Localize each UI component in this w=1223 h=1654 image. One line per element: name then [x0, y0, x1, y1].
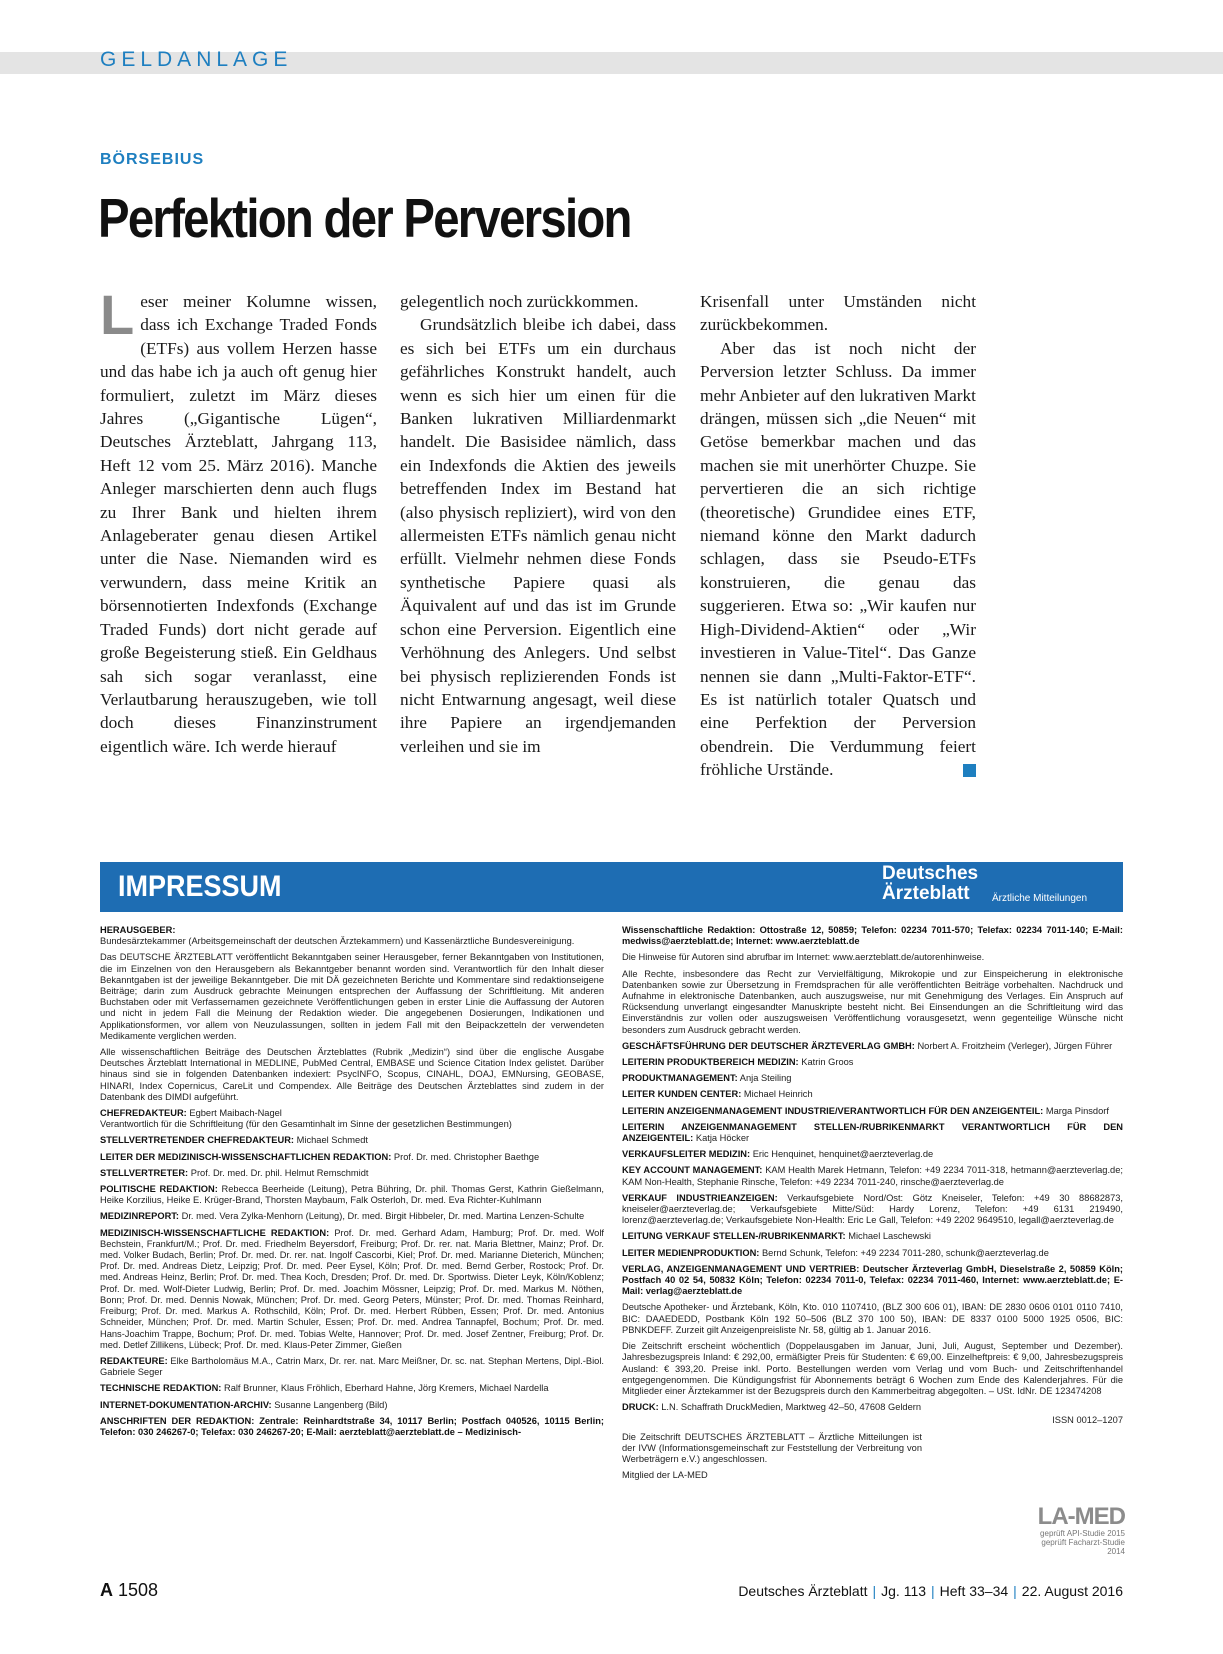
footer-separator: |: [931, 1583, 935, 1599]
footer-journal: Deutsches Ärzteblatt: [738, 1583, 868, 1599]
entry-note: Verantwortlich für die Schriftleitung (für den Gesamtinhalt im Sinne der gesetzlichen Bestimmungen): [100, 1119, 512, 1130]
imprint-entry: [100, 1211, 604, 1222]
entry-label: MEDIZINISCH-WISSENSCHAFTLICHE REDAKTION:: [100, 1227, 330, 1238]
footer-separator: |: [1013, 1583, 1017, 1599]
entry-value: L.N. Schaffrath DruckMedien, Marktweg 42–50, 47608 Geldern: [661, 1402, 922, 1413]
imprint-paragraph: Deutsche Apotheker- und Ärztebank, Köln, Kto. 010 1107410, (BLZ 300 606 01), IBAN: DE 2830 0606 0101 0110 7410, BIC: DAAEDEDD, Postbank Köln 192 50–506 (BLZ 370 100 50), IBAN: DE 8337 0100 5000 1925 0506, BIC: PBNKDEFF. Zurzeit gilt Anzeigenpreisliste Nr. 58, gültig ab 1. Januar 2016.: [622, 1302, 1123, 1335]
imprint-entry: [622, 1057, 1123, 1068]
imprint-entry: [622, 1193, 1123, 1227]
section-label: GELDANLAGE: [100, 48, 293, 71]
page-number: [100, 1580, 158, 1601]
lamed-logo: [1030, 1505, 1125, 1556]
entry-label: GESCHÄFTSFÜHRUNG DER DEUTSCHER ÄRZTEVERLAG GMBH:: [622, 1040, 915, 1051]
imprint-entry: [100, 925, 604, 947]
impressum-title: IMPRESSUM: [118, 870, 282, 903]
column-kicker: BÖRSEBIUS: [100, 151, 205, 168]
entry-label: PRODUKTMANAGEMENT:: [622, 1073, 738, 1084]
imprint-entry: [100, 1184, 604, 1206]
footer-separator: |: [872, 1583, 877, 1599]
entry-label: INTERNET-DOKUMENTATION-ARCHIV:: [100, 1399, 272, 1410]
footer-issue: Heft 33–34: [939, 1583, 1009, 1599]
entry-value: Katrin Groos: [801, 1057, 854, 1068]
imprint-entry: [622, 925, 1123, 947]
imprint-entry: [100, 1135, 604, 1146]
article-column-1: [100, 283, 377, 758]
imprint-paragraph: Die Zeitschrift erscheint wöchentlich (Doppelausgaben im Januar, Juni, Juli, August, September und Dezember). Jahresbezugspreis Inland: € 292,00, ermäßigter Preis für Studenten: € 69,00. Einzelheftpreis: € 9,00, Jahresbezugspreis Ausland: € 393,20. Preise inkl. Porto. Bestellungen werden vom Verlag und vom Buch- und Zeitschriftenhandel entgegengenommen. Die Kündigungsfrist für Abonnements beträgt 6 Wochen zum Ende des Kalenderjahres. Für die Mitglieder einer Ärztekammer ist der Bezugspreis durch den Kammerbeitrag abgegolten. – USt. IdNr. DE 123474208: [622, 1341, 1123, 1396]
imprint-entry: [100, 1416, 604, 1438]
entry-value: Bundesärztekammer (Arbeitsgemeinschaft der deutschen Ärztekammern) und Kassenärztliche Bundesvereinigung.: [100, 936, 575, 947]
article-paragraph: Krisenfall unter Umständen nicht zurückbekommen.: [700, 292, 976, 335]
entry-label: DRUCK:: [622, 1402, 659, 1413]
imprint-entry: [622, 1073, 1123, 1084]
page-prefix: A: [100, 1580, 113, 1600]
entry-label: HERAUSGEBER:: [100, 925, 176, 935]
footer-volume: Jg. 113: [881, 1583, 927, 1599]
imprint-entry: [622, 1041, 1123, 1052]
entry-value: Bernd Schunk, Telefon: +49 2234 7011-280, schunk@aerzteverlag.de: [761, 1247, 1049, 1258]
entry-value: Prof. Dr. med. Gerhard Adam, Hamburg; Prof. Dr. med. Wolf Bechstein, Frankfurt/M.; Prof. Dr. med. Friedhelm Beyersdorf, Freiburg; Prof. Dr. rer. nat. Maria Blettner, Mainz; Prof. Dr. med. Volker Budach, Berlin; Prof. Dr. med. Dr. rer. nat. Ingolf Cascorbi, Kiel; Prof. Dr. med. Marianne Dieterich, München; Prof. Dr. med. Andreas Dietz, Leipzig; Prof. Dr. med. Peer Eysel, Köln; Prof. Dr. med. Bernd Gerber, Rostock; Prof. Dr. med. Andreas Heinz, Berlin; Prof. Dr. med. Thea Koch, Dresden; Prof. Dr. med. Dr. Sportwiss. Dieter Leyk, Köln/Koblenz; Prof. Dr. med. Wolf-Dieter Ludwig, Berlin; Prof. Dr. med. Joachim Mössner, Leipzig; Prof. Dr. med. Markus M. Nöthen, Bonn; Prof. Dr. med. Dennis Nowak, München; Prof. Dr. med. Georg Peters, Münster; Prof. Dr. med. Thomas Reinhard, Freiburg; Prof. Dr. med. Markus A. Rothschild, Köln; Prof. Dr. med. Herbert Rübben, Essen; Prof. Dr. med. Antonius Schneider, München; Prof. Dr. med. Martin Schuler, Essen; Prof. Dr. med. Andrea Tannapfel, Bochum; Prof. Dr. med. Hans-Joachim Trappe, Bochum; Prof. Dr. med. Tobias Welte, Hannover; Prof. Dr. med. Josef Zentner, Freiburg; Prof. Dr. med. Detlef Zillikens, Lübeck; Prof. Dr. med. Klaus-Peter Zimmer, Gießen: [100, 1227, 605, 1350]
entry-value: KAM Health Marek Hetmann, Telefon: +49 2234 7011-318, hetmann@aerzteverlag.de; KAM Non-Health, Stephanie Rinsche, Telefon: +49 2234 7011-240, rinsche@aerzteverlag.de: [622, 1165, 1123, 1187]
imprint-entry: [622, 1248, 1123, 1259]
lamed-logo-mark: LA-MED: [1037, 1503, 1125, 1530]
page-number-value: 1508: [118, 1580, 159, 1600]
entry-label: KEY ACCOUNT MANAGEMENT:: [622, 1165, 763, 1176]
imprint-entry: [622, 1149, 1123, 1160]
entry-value: Michael Laschewski: [848, 1231, 931, 1242]
impressum-left-column: [100, 925, 604, 1443]
lamed-note: geprüft Facharzt-Studie 2014: [1041, 1538, 1125, 1556]
entry-value: Norbert A. Froitzheim (Verleger), Jürgen Führer: [917, 1040, 1113, 1051]
entry-label: CHEFREDAKTEUR:: [100, 1108, 187, 1119]
address-block: Wissenschaftliche Redaktion: Ottostraße 12, 50859; Telefon: 02234 7011-570; Telefax: 02234 7011-140; E-Mail: medwiss@aerzteblatt.de; Internet: www.aerzteblatt.de: [622, 925, 1123, 947]
imprint-entry: [622, 1402, 1123, 1413]
entry-label: LEITERIN ANZEIGENMANAGEMENT INDUSTRIE/VERANTWORTLICH FÜR DEN ANZEIGENTEIL:: [622, 1105, 1044, 1116]
entry-label: LEITER DER MEDIZINISCH-WISSENSCHAFTLICHEN REDAKTION:: [100, 1151, 392, 1162]
address-block: ANSCHRIFTEN DER REDAKTION: Zentrale: Reinhardtstraße 34, 10117 Berlin; Postfach 040526, 10115 Berlin; Telefon: 030 246267-0; Telefax: 030 246267-20; E-Mail: aerzteblatt@aerzteblatt.de – Medizinisch-: [100, 1415, 604, 1437]
entry-label: STELLVERTRETENDER CHEFREDAKTEUR:: [100, 1135, 295, 1146]
imprint-paragraph: Alle Rechte, insbesondere das Recht zur Vervielfältigung, Mikrokopie und zur Einspeicherung in elektronische Datenbanken sowie zur Übersetzung in Fremdsprachen für alle veröffentlichten Beiträge vorbehalten. Nachdruck und Aufnahme in elektronische Datenbanken, auch auszugsweise, nur mit Genehmigung des Verlages. Ein Anspruch auf Rücksendung unverlangt eingesandter Manuskripte besteht nicht. Bei Einsendungen an die Schriftleitung wird das Einverständnis zur vollen oder auszugsweisen Veröffentlichung vorausgesetzt, wenn gegenteilige Wünsche nicht besonders zum Ausdruck gebracht werden.: [622, 968, 1123, 1035]
entry-value: Eric Henquinet, henquinet@aerzteverlag.de: [752, 1149, 934, 1160]
imprint-entry: [622, 1089, 1123, 1100]
entry-value: Michael Heinrich: [743, 1089, 813, 1100]
entry-value: Egbert Maibach-Nagel: [189, 1108, 282, 1119]
entry-label: LEITER MEDIENPRODUKTION:: [622, 1247, 760, 1258]
imprint-entry: [100, 1108, 604, 1130]
entry-value: Anja Steiling: [739, 1073, 792, 1084]
entry-label: VERKAUFSLEITER MEDIZIN:: [622, 1149, 751, 1160]
entry-label: TECHNISCHE REDAKTION:: [100, 1383, 222, 1394]
imprint-entry: [622, 1231, 1123, 1242]
entry-value: Dr. med. Vera Zylka-Menhorn (Leitung), Dr. med. Birgit Hibbeler, Dr. med. Martina Lenzen-Schulte: [181, 1211, 585, 1222]
article-paragraph: [100, 283, 377, 758]
entry-value: Prof. Dr. med. Dr. phil. Helmut Remschmidt: [190, 1167, 369, 1178]
entry-value: Ralf Brunner, Klaus Fröhlich, Eberhard Hahne, Jörg Kremers, Michael Nardella: [223, 1383, 549, 1394]
entry-label: LEITERIN PRODUKTBEREICH MEDIZIN:: [622, 1057, 799, 1068]
entry-value: Verkaufsgebiete Nord/Ost: Götz Kneiseler, Telefon: +49 30 88682873, kneiseler@aerzteverlag.de; Verkaufsgebiete Mitte/Süd: Hardy Lorenz, Telefon: +49 6131 219490, lorenz@aerzteverlag.de; Verkaufsgebiete Non-Health: Eric Le Gall, Telefon: +49 2202 9649510, legall@aerzteverlag.de: [622, 1192, 1123, 1226]
imprint-entry: [100, 1228, 604, 1351]
article-paragraph: [700, 337, 976, 782]
entry-label: LEITUNG VERKAUF STELLEN-/RUBRIKENMARKT:: [622, 1231, 846, 1242]
article-column-3: [700, 290, 976, 782]
imprint-entry: [622, 1122, 1123, 1144]
imprint-entry: [622, 1106, 1123, 1117]
address-block: VERLAG, ANZEIGENMANAGEMENT UND VERTRIEB: Deutscher Ärzteverlag GmbH, Dieselstraße 2, 50859 Köln; Postfach 40 02 54, 50832 Köln; Telefon: 02234 7011-0, Telefax: 02234 7011-460, Internet: www.aerzteblatt.de; E-Mail: verlag@aerzteblatt.de: [622, 1263, 1123, 1297]
paragraph-text: Aber das ist noch nicht der Perversion letzter Schluss. Da immer mehr Anbieter auf den lukrativen Markt drängen, müssen sich „die Neuen“ mit Getöse bemerkbar machen und das machen sie mit unerhörter Chuzpe. Sie pervertieren die an sich richtige (theoretische) Grundidee eines ETF, niemand könne den Markt dadurch schlagen, dass sie Pseudo-ETFs konstruieren, die genau das suggerieren. Etwa so: „Wir kaufen nur High-Dividend-Aktien“ oder „Wir investieren in Value-Titel“. Das Ganze nennen sie dann „Multi-Faktor-ETF“. Es ist natürlich totaler Quatsch und eine Perfektion der Perversion obendrein. Die Verdummung feiert fröhliche Urstände.: [700, 338, 976, 780]
entry-label: MEDIZINREPORT:: [100, 1211, 180, 1222]
imprint-paragraph: Das DEUTSCHE ÄRZTEBLATT veröffentlicht Bekanntgaben seiner Herausgeber, ferner Bekanntgaben von Institutionen, die im Einzelnen von den Herausgebern als Bekanntgeber benannt worden sind. Verantwortlich für den Inhalt dieser Bekanntgaben ist der jeweilige Bekanntgeber. Die mit DÄ gezeichneten Berichte und Kommentare sind redaktionseigene Beiträge; darin zum Ausdruck gebrachte Meinungen entsprechen der Auffassung der Schriftleitung. Mit anderen Buchstaben oder mit Verfassernamen gezeichnete Veröffentlichungen geben in erster Linie die Auffassung der Autoren und nicht in jedem Fall die Meinung der Redaktion wieder. Die angegebenen Dosierungen, Indikationen und Applikationsformen, vor allem von Neuzulassungen, sollten in jedem Fall mit den Beipackzetteln der verwendeten Medikamente verglichen werden.: [100, 952, 604, 1041]
entry-label: STELLVERTRETER:: [100, 1167, 189, 1178]
entry-label: POLITISCHE REDAKTION:: [100, 1184, 218, 1195]
drop-cap: L: [100, 283, 135, 346]
article-paragraph: Grundsätzlich bleibe ich dabei, dass es sich bei ETFs um ein durchaus gefährliches Konstrukt handelt, auch wenn es sich hier um einen für die Banken lukrativen Milliardenmarkt handelt. Die Basisidee nämlich, dass ein Indexfonds die Aktien des jeweils betreffenden Index im Bestand hat (also physisch repliziert), wird von den allermeisten ETFs nämlich genau nicht erfüllt. Vielmehr nehmen diese Fonds synthetische Papiere quasi als Äquivalent auf und das ist im Grunde schon eine Perversion. Eigentlich eine Verhöhnung des Anlegers. Und selbst bei physisch replizierenden Fonds ist nicht Entwarnung angesagt, weil diese ihre Papiere an irgendjemanden verleihen und sie im: [400, 315, 676, 756]
entry-label: LEITER KUNDEN CENTER:: [622, 1089, 742, 1100]
imprint-entry: [100, 1356, 604, 1378]
entry-value: Marga Pinsdorf: [1045, 1105, 1109, 1116]
imprint-entry: [100, 1400, 604, 1411]
issn: ISSN 0012–1207: [1052, 1415, 1123, 1426]
article-paragraph: gelegentlich noch zurückkommen.: [400, 292, 639, 311]
entry-label: LEITERIN ANZEIGENMANAGEMENT STELLEN-/RUBRIKENMARKT VERANTWORTLICH FÜR DEN ANZEIGENTEIL:: [622, 1121, 1123, 1144]
imprint-entry: [100, 1168, 604, 1179]
end-mark-icon: [963, 764, 976, 777]
imprint-entry: [622, 1264, 1123, 1298]
imprint-paragraph: Mitglied der LA-MED: [622, 1470, 708, 1481]
article-title: Perfektion der Perversion: [98, 187, 631, 249]
imprint-paragraph: Die Hinweise für Autoren sind abrufbar im Internet: www.aerzteblatt.de/autorenhinweise.: [622, 952, 985, 963]
imprint-entry: [100, 1152, 604, 1163]
article-column-2: [400, 290, 676, 758]
impressum-right-column: [622, 925, 1123, 1486]
imprint-entry: [100, 1383, 604, 1394]
imprint-paragraph: Die Zeitschrift DEUTSCHES ÄRZTEBLATT – Ärztliche Mitteilungen ist der IVW (Informationsgemeinschaft zur Feststellung der Verbreitung von Werbeträgern e.V.) angeschlossen.: [622, 1431, 922, 1464]
imprint-entry: [622, 1165, 1123, 1187]
entry-label: REDAKTEURE:: [100, 1355, 168, 1366]
entry-label: VERKAUF INDUSTRIEANZEIGEN:: [622, 1192, 778, 1203]
paragraph-text: eser meiner Kolumne wissen, dass ich Exchange Traded Fonds (ETFs) aus vollem Herzen hasse und das habe ich ja auch oft genug hier formuliert, zuletzt im März dieses Jahres („Gigantische Lügen“, Deutsches Ärzteblatt, Jahrgang 113, Heft 12 vom 25. März 2016). Manche Anleger marschierten denn auch flugs zu Ihrer Bank und hielten ihrem Anlageberater genau diesen Artikel unter die Nase. Niemanden wird es verwundern, dass meine Kritik an börsennotierten Indexfonds (Exchange Traded Funds) dort nicht gerade auf große Begeisterung stieß. Ein Geldhaus sah sich sogar veranlasst, eine Verlautbarung herauszugeben, wie toll doch dieses Finanzinstrument eigentlich wäre. Ich werde hierauf: [100, 292, 377, 756]
footer-date: 22. August 2016: [1021, 1583, 1123, 1599]
journal-logo-line2: Ärzteblatt: [882, 883, 970, 904]
journal-logo-subtitle: Ärztliche Mitteilungen: [992, 893, 1088, 904]
imprint-paragraph: Alle wissenschaftlichen Beiträge des Deutschen Ärzteblattes (Rubrik „Medizin“) sind über die englische Ausgabe Deutsches Ärzteblatt International in MEDLINE, PubMed Central, EMBASE und Science Citation Index gelistet. Darüber hinaus sind sie in folgenden Datenbanken indexiert: PsycINFO, Scopus, CINAHL, DOAJ, EMNursing, GEOBASE, HINARI, Index Copernicus, CareLit und Compendex. Alle Beiträge des Deutschen Ärzteblattes sind zudem in der Datenbank des DIMDI aufgeführt.: [100, 1047, 604, 1102]
footer-citation: [738, 1583, 1123, 1599]
journal-logo-line1: Deutsches: [882, 863, 979, 884]
entry-value: Katja Höcker: [695, 1133, 750, 1144]
entry-value: Rebecca Beerheide (Leitung), Petra Bühring, Dr. phil. Thomas Gerst, Kathrin Gießelmann, Heike Korzilius, Heike E. Krüger-Brand, Thorsten Maybaum, Falk Osterloh, Dr. med. Eva Richter-Kuhlmann: [100, 1184, 604, 1206]
entry-value: Prof. Dr. med. Christopher Baethge: [393, 1151, 540, 1162]
lamed-note: geprüft API-Studie 2015: [1040, 1529, 1125, 1538]
entry-value: Michael Schmedt: [296, 1135, 368, 1146]
entry-value: Susanne Langenberg (Bild): [274, 1399, 388, 1410]
entry-value: Elke Bartholomäus M.A., Catrin Marx, Dr. rer. nat. Marc Meißner, Dr. sc. nat. Stephan Mertens, Dipl.-Biol. Gabriele Seger: [100, 1355, 604, 1378]
